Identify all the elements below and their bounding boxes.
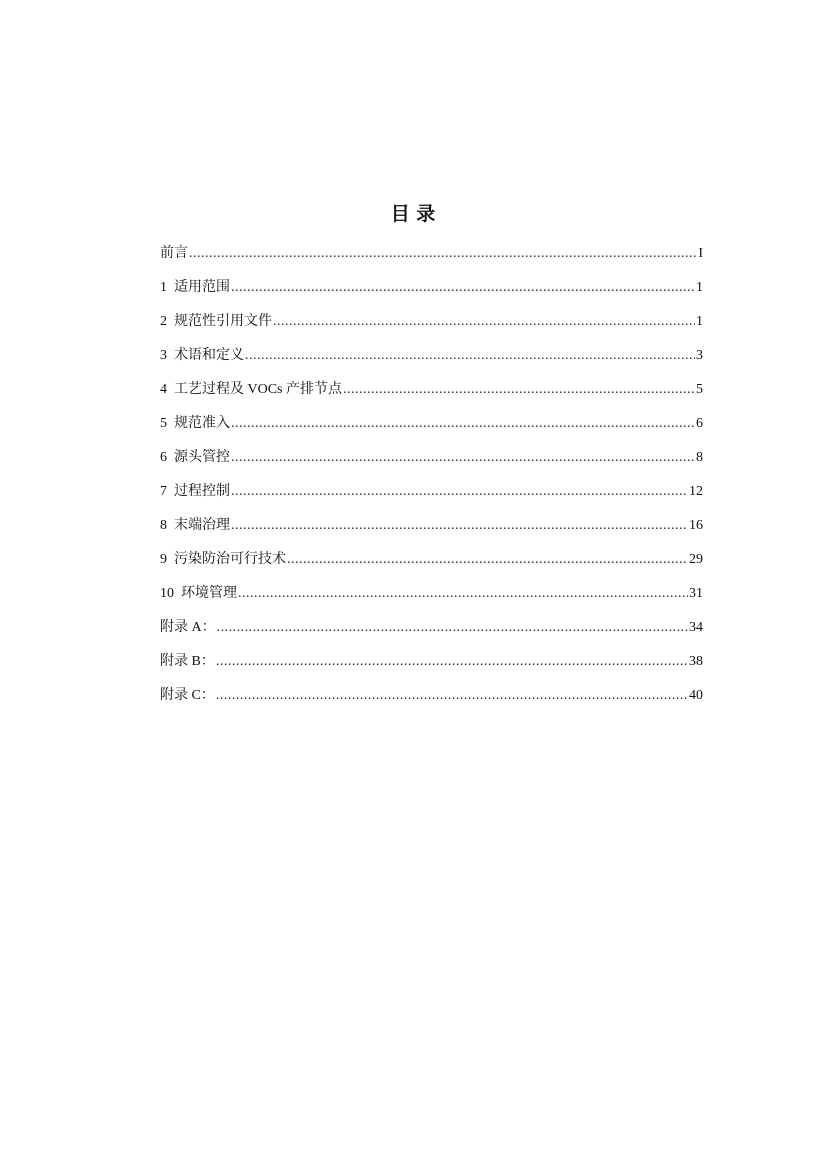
- toc-entry-number: 4: [160, 382, 167, 397]
- toc-dot-leader: [231, 409, 695, 439]
- toc-entry-page: 1: [696, 314, 703, 329]
- toc-entry-page: 29: [689, 552, 703, 567]
- toc-entry-page: 5: [696, 382, 703, 397]
- toc-dot-leader: [238, 579, 688, 609]
- toc-entry[interactable]: [160, 239, 703, 273]
- toc-entry-page: 16: [689, 518, 703, 533]
- toc-entry[interactable]: [160, 307, 703, 341]
- toc-entry[interactable]: [160, 545, 703, 579]
- toc-entry-label: [160, 239, 188, 269]
- toc-entry-page: 38: [689, 654, 703, 669]
- toc-entry-page: 34: [689, 620, 703, 635]
- toc-entry[interactable]: [160, 647, 703, 681]
- toc-dot-leader: [189, 239, 697, 269]
- toc-entry-number: 9: [160, 552, 167, 567]
- toc-entry-title: 规范性引用文件: [174, 314, 272, 329]
- toc-entry-page: 6: [696, 416, 703, 431]
- toc-entry-title: 污染防治可行技术: [174, 552, 286, 567]
- toc-dot-leader: [273, 307, 695, 337]
- toc-entry[interactable]: [160, 579, 703, 613]
- toc-dot-leader: [231, 443, 695, 473]
- toc-list: [160, 239, 703, 715]
- toc-entry[interactable]: [160, 409, 703, 443]
- toc-entry-number: 6: [160, 450, 167, 465]
- toc-dot-leader: [231, 477, 688, 507]
- toc-entry-title: 末端治理: [174, 518, 230, 533]
- toc-entry-number: 5: [160, 416, 167, 431]
- toc-entry[interactable]: [160, 273, 703, 307]
- toc-dot-leader: [216, 647, 688, 677]
- toc-entry-label: [160, 545, 286, 575]
- toc-entry[interactable]: [160, 341, 703, 375]
- toc-entry-title: 过程控制: [174, 484, 230, 499]
- toc-entry-title: 附录 C：: [160, 688, 215, 703]
- toc-entry-label: [160, 341, 244, 371]
- toc-dot-leader: [343, 375, 695, 405]
- toc-entry-page: 12: [689, 484, 703, 499]
- toc-entry-number: 8: [160, 518, 167, 533]
- toc-entry-page: 3: [696, 348, 703, 363]
- toc-entry-number: 2: [160, 314, 167, 329]
- toc-entry-label: [160, 647, 215, 677]
- toc-entry-label: [160, 579, 237, 609]
- toc-entry-label: [160, 477, 230, 507]
- toc-entry-title: 规范准入: [174, 416, 230, 431]
- toc-entry-title: 源头管控: [174, 450, 230, 465]
- toc-entry-label: [160, 681, 215, 711]
- toc-dot-leader: [287, 545, 688, 575]
- toc-entry-number: 3: [160, 348, 167, 363]
- toc-entry-label: [160, 443, 230, 473]
- toc-entry-number: 7: [160, 484, 167, 499]
- toc-entry-page: 40: [689, 688, 703, 703]
- toc-dot-leader: [245, 341, 695, 371]
- toc-entry-label: [160, 409, 230, 439]
- toc-entry-label: [160, 613, 216, 643]
- toc-entry-title: 附录 B：: [160, 654, 215, 669]
- toc-entry-label: [160, 307, 272, 337]
- toc-entry-label: [160, 511, 230, 541]
- toc-entry-title: 术语和定义: [174, 348, 244, 363]
- toc-entry-title: 前言: [160, 246, 188, 261]
- toc-entry[interactable]: [160, 681, 703, 715]
- toc-entry[interactable]: [160, 613, 703, 647]
- toc-entry-title: 环境管理: [181, 586, 237, 601]
- toc-entry-label: [160, 375, 342, 405]
- toc-dot-leader: [216, 681, 688, 711]
- toc-dot-leader: [217, 613, 688, 643]
- toc-dot-leader: [231, 511, 688, 541]
- toc-dot-leader: [231, 273, 695, 303]
- toc-entry-label: [160, 273, 230, 303]
- toc-entry-title: 工艺过程及 VOCs 产排节点: [174, 382, 343, 397]
- toc-entry[interactable]: [160, 443, 703, 477]
- toc-entry-number: 10: [160, 586, 174, 601]
- toc-entry-page: 31: [689, 586, 703, 601]
- toc-entry-page: 8: [696, 450, 703, 465]
- toc-entry-number: 1: [160, 280, 167, 295]
- toc-title: 目 录: [390, 203, 436, 225]
- toc-entry-page: I: [698, 246, 703, 261]
- toc-entry-title: 附录 A：: [160, 620, 216, 635]
- toc-entry-page: 1: [696, 280, 703, 295]
- toc-entry[interactable]: [160, 477, 703, 511]
- toc-entry-title: 适用范围: [174, 280, 230, 295]
- toc-entry[interactable]: [160, 511, 703, 545]
- toc-entry[interactable]: [160, 375, 703, 409]
